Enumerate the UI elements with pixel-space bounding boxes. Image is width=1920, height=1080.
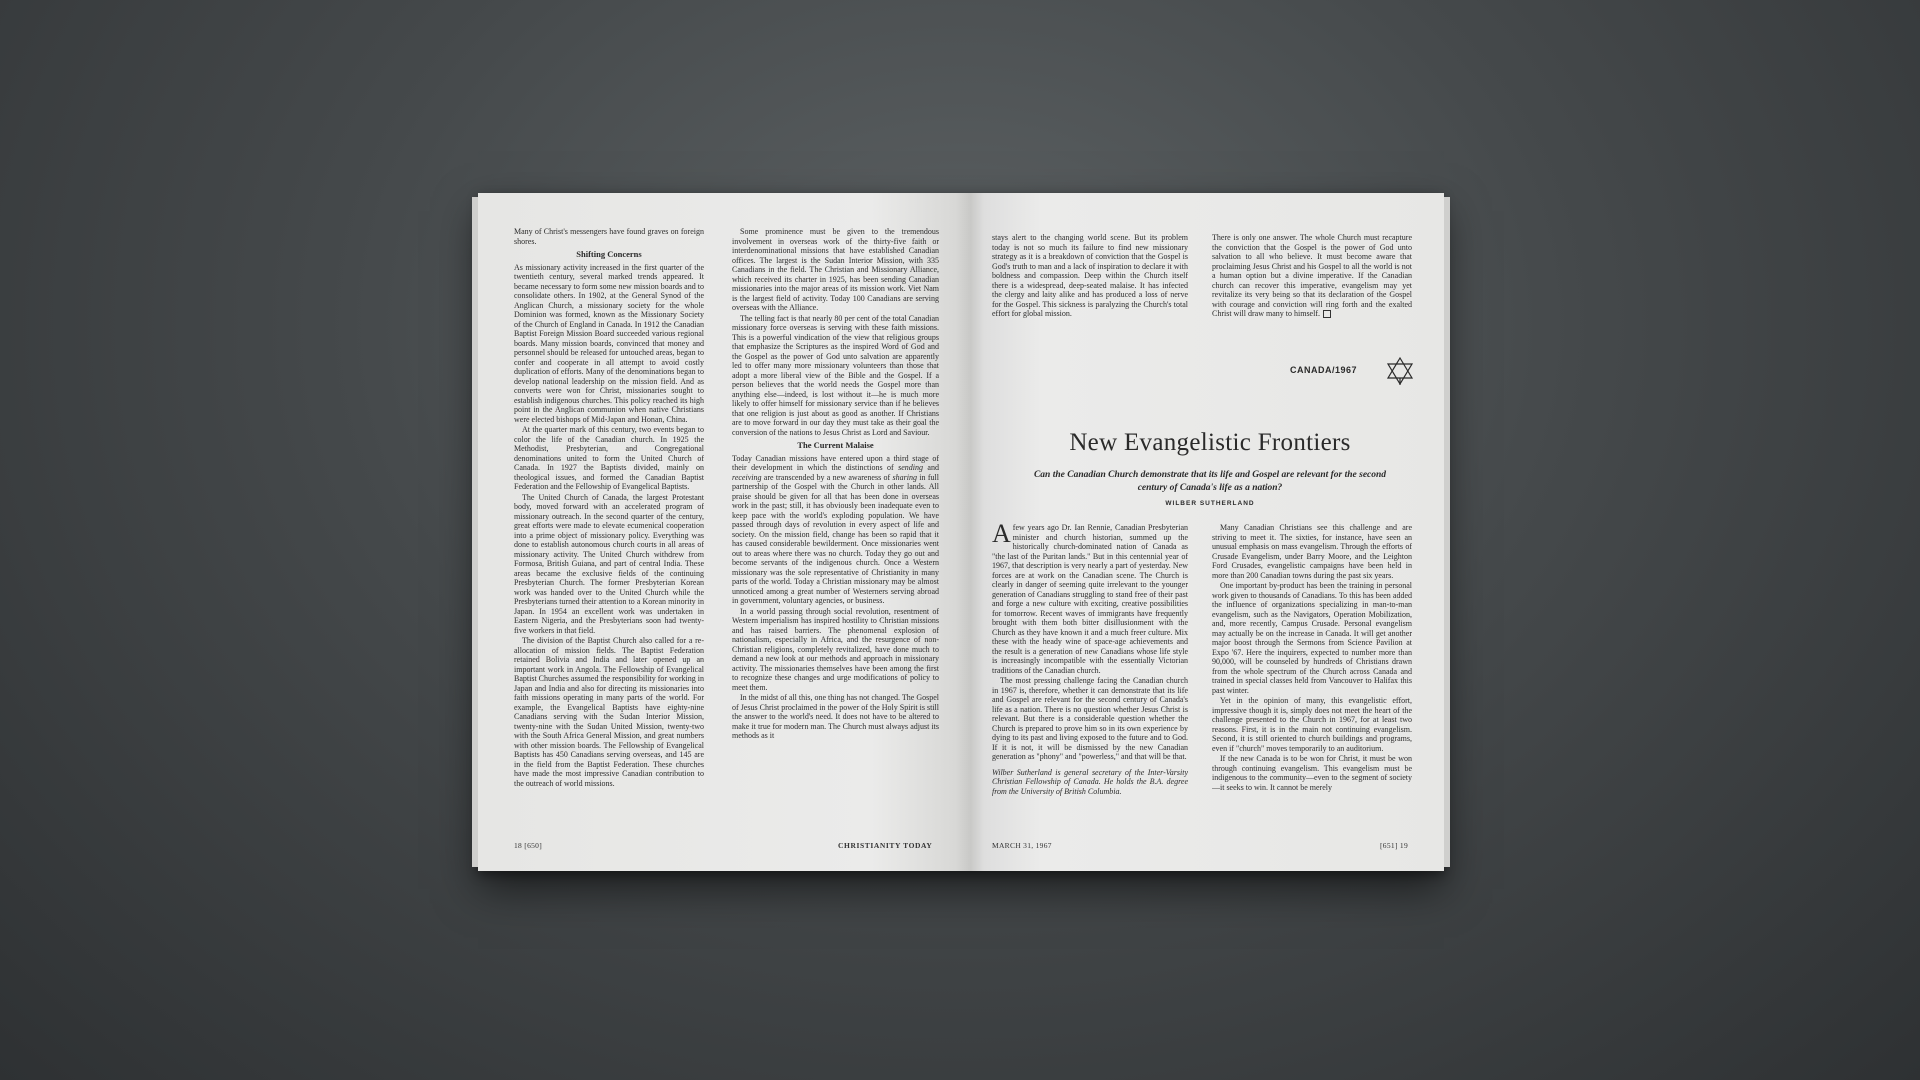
paragraph: In a world passing through social revolution, resentment of Western imperialism has inspired hostility to Christian missions and has raised barriers. The phenomenal explosion of nationalism, especially in Africa, and the resurgence of non-Christian religions, completely revitalized, have done much to demand a new look at our methods and approach in missionary activity. The missionaries themselves have been among the first to recognize these changes and urge modifications of policy to meet them. <box>732 606 939 692</box>
left-page-column-2 <box>732 227 939 827</box>
paragraph: Yet in the opinion of many, this evangelistic effort, impressive though it is, simply does not meet the heart of the challenge presented to the Church in 1967, for at least two reasons. First, it is in the main not continuing evangelism. Second, it is still oriented to church buildings and programs, even if "church" moves temporarily to an auditorium. <box>1212 696 1412 753</box>
end-of-article-mark <box>1323 310 1331 318</box>
issue-date: MARCH 31, 1967 <box>992 841 1052 850</box>
lead-paragraph: Afew years ago Dr. Ian Rennie, Canadian Presbyterian minister and church historian, summed up the historically church-dominated nation of Canada as "the last of the Puritan lands." But in this centennial year of 1967, that description is very nearly a part of yesterday. New forces are at work on the Canadian scene. The Church is clearly in danger of seeming quite irrelevant to the younger generation of Canadians struggling to stand free of their past and forge a new culture with exciting, creative possibilities for tomorrow. Recent waves of immigrants have frequently brought with them both bitter disillusionment with the Church as they have known it and a much freer culture. Mix these with the heady wine of space-age achievements and the result is a generation of new Canadians whose life style is increasingly incompatible with the essentially Victorian traditions of the Canadian church. <box>992 523 1188 675</box>
article-column-1 <box>992 523 1188 825</box>
continued-column-2: There is only one answer. The whole Church must recapture the conviction that the Gospel is the power of God unto salvation to all who believe. It must become aware that proclaiming Jesus Christ and his Gospel to all the world is not a human option but a divine imperative. If the Canadian church can recover this imperative, evangelism may yet revitalize its very being so that its declaration of the Gospel with courage and conviction will ring forth and the exalted Christ will draw many to himself. <box>1212 233 1412 318</box>
paragraph: If the new Canada is to be won for Christ, it must be won through continuing evangelism. This evangelism must be indigenous to the community—even to the segment of society—it seeks to win. It cannot be merely <box>1212 754 1412 792</box>
paragraph: The division of the Baptist Church also called for a re-allocation of mission fields. The Baptist Federation retained Bolivia and India and later opened up an important work in Angola. The Fellowship of Evangelical Baptist Churches assumed the responsibility for working in Japan and India and also for directing its missionaries into faith missions operating in many parts of the world. For example, the Evangelical Baptists have eighty-nine Canadians serving with the Sudan Interior Mission, twenty-nine with the Sudan United Mission, twenty-two with the South Africa General Mission, and great numbers with other mission boards. The Fellowship of Evangelical Baptists has 450 Canadians serving overseas, and 145 are in the field from the Baptist Federation. These churches have made the most impressive Canadian contribution to the outreach of world missions. <box>514 636 704 788</box>
page-number-left: 18 [650] <box>514 841 543 850</box>
continued-column-1: stays alert to the changing world scene. But its problem today is not so much its failure to find new missionary strategy as it is a breakdown of conviction that the Gospel is God's truth to man and a lack of inspiration to declare it with boldness and compassion. Deep within the Church itself there is a widespread, deep-seated malaise. It has infected the clergy and laity alike and has produced a loss of nerve for the Gospel. This sickness is paralyzing the Church's total effort for global mission. <box>992 233 1188 318</box>
author-bio: Wilber Sutherland is general secretary of the Inter-Varsity Christian Fellowship of Canada. He holds the B.A. degree from the University of British Columbia. <box>992 767 1188 796</box>
centennial-maple-leaf-icon <box>1385 356 1415 386</box>
magazine-spread <box>478 193 1444 871</box>
magazine-name: CHRISTIANITY TODAY <box>838 841 933 850</box>
drop-cap: A <box>992 523 1011 548</box>
right-page <box>970 193 1444 871</box>
page-stack-right <box>1444 197 1450 867</box>
section-heading: Shifting Concerns <box>576 249 642 259</box>
paragraph: Today Canadian missions have entered upon a third stage of their development in which the distinctions of sending and receiving are transcended by a new awareness of sharing in full partnership of the Gospel with the Church in other lands. All praise should be given for all that has been done in overseas work in the past; still, it has obviously been inadequate even to keep pace with the world's exploding population. We have passed through days of revolution in every aspect of life and society. On the mission field, change has been so rapid that it has caused considerable bewilderment. Once missionaries went out to areas where there was no church. Today they go out and become servants of the indigenous church. Once a Western missionary was the sole representative of Christianity in many parts of the world. Today a Christian missionary may be almost unnoticed among a great number of Westerners serving abroad in government, voluntary agencies, or business. <box>732 453 939 605</box>
paragraph: At the quarter mark of this century, two events began to color the life of the Canadian church. In 1925 the Methodist, Presbyterian, and Congregational denominations united to form the United Church of Canada. In 1927 the Baptists divided, mainly on theological issues, and formed the Canadian Baptist Federation and the Fellowship of Evangelical Baptists. <box>514 425 704 491</box>
article-title: New Evangelistic Frontiers <box>1069 429 1351 456</box>
paragraph: One important by-product has been the training in personal work given to thousands of Canadians. To this has been added the influence of organizations specializing in man-to-man evangelism, such as the Navigators, Operation Mobilization, and, more recently, Campus Crusade. Personal evangelism may actually be on the increase in Canada. It will get another major boost through the Sermons from Science Pavilion at Expo '67. Here the inquirers, expected to number more than 90,000, will be counseled by hundreds of Christians drawn from the whole spectrum of the Church across Canada and trained in special classes held from Vancouver to Halifax this past winter. <box>1212 581 1412 695</box>
paragraph: Many Canadian Christians see this challenge and are striving to meet it. The sixties, for instance, have seen an unusual emphasis on mass evangelism. Through the efforts of Crusade Evangelism, under Barry Moore, and the Leighton Ford Crusades, evangelistic campaigns have been held in more than 200 Canadian towns during the past six years. <box>1212 523 1412 580</box>
article-column-2 <box>1212 523 1412 825</box>
paragraph: The United Church of Canada, the largest Protestant body, moved forward with an accelerated program of missionary outreach. In the second quarter of the century, great efforts were made to elevate ecumenical cooperation into a prime object of missionary policy. Everything was done to establish autonomous church courts in all areas of missionary activity. The United Church withdrew from Formosa, British Guiana, and part of central India. These areas became the exclusive fields of the continuing Presbyterian Church. The former Presbyterian Korean work was handed over to the United Church while the Presbyterians turned their attention to a Korean minority in Japan. In 1954 an excellent work was undertaken in Eastern Nigeria, and the Presbyterians soon had twenty-five workers in that field. <box>514 492 704 635</box>
section-heading: The Current Malaise <box>797 440 874 450</box>
article-subtitle: Can the Canadian Church demonstrate that its life and Gospel are relevant for the second century of Canada's life as a nation? <box>1033 470 1387 493</box>
author-byline: WILBER SUTHERLAND <box>1165 500 1255 507</box>
paragraph: In the midst of all this, one thing has not changed. The Gospel of Jesus Christ proclaimed in the power of the Holy Spirit is still the answer to the world's need. It does not have to be altered to make it true for modern man. The Church must always adjust its methods as it <box>732 693 939 740</box>
left-page <box>478 193 971 871</box>
page-number-right: [651] 19 <box>1380 841 1409 850</box>
paragraph: The most pressing challenge facing the Canadian church in 1967 is, therefore, whether it can demonstrate that its life and Gospel are relevant for the second century of Canada's life as a nation. There is no question whether Jesus Christ is relevant. But there is a considerable question whether the Church is prepared to prove him so in its own experience by dying to its past and living exposed to the future and to God. If it is not, it will be dismissed by the new Canadian generation as "phony" and "powerless," and that will be that. <box>992 676 1188 761</box>
left-page-column-1 <box>514 227 704 827</box>
section-tag: CANADA/1967 <box>1290 365 1358 375</box>
paragraph: Some prominence must be given to the tremendous involvement in overseas work of the thirty-five faith or interdenominational missions that have established Canadian offices. The largest is the Sudan Interior Mission, with 335 Canadians in the field. The Christian and Missionary Alliance, which received its charter in 1925, has been sending Canadian missionaries into the major areas of its mission work. Viet Nam is the largest field of activity. Today 100 Canadians are serving overseas with the Alliance. <box>732 227 939 312</box>
paragraph: The telling fact is that nearly 80 per cent of the total Canadian missionary force overseas is serving with these faith missions. This is a powerful vindication of the view that religious groups that emphasize the Scriptures as the inspired Word of God and the Gospel as the power of God unto salvation are apparently led to offer many more missionary volunteers than those that adopt a more liberal view of the Bible and the Gospel. If a person believes that the world needs the Gospel more than anything else—indeed, is lost without it—he is much more likely to offer himself for missionary service than if he believes that one religion is just about as good as another. If Christians are to move forward in our day they must take as their goal the conversion of the nations to Jesus Christ as Lord and Saviour. <box>732 313 939 437</box>
paragraph: As missionary activity increased in the first quarter of the twentieth century, several marked trends appeared. It became necessary to form some new mission boards and to consolidate others. In 1902, at the General Synod of the Anglican Church, a missionary society for the whole Dominion was formed, known as the Missionary Society of the Church of England in Canada. In 1912 the Canadian Baptist Foreign Mission Board succeeded various regional boards. Many mission boards, convinced that money and personnel should be released for untouched areas, began to confer and cooperate in all attempt to avoid costly duplication of efforts. Many of the denominations began to develop national leadership on the mission field. And as converts were won for Christ, missionaries sought to establish indigenous churches. This policy reached its high point in the Anglican communion when native Christians were elected bishops of Mid-Japan and Honan, China. <box>514 262 704 424</box>
paragraph: Many of Christ's messengers have found graves on foreign shores. <box>514 227 704 246</box>
